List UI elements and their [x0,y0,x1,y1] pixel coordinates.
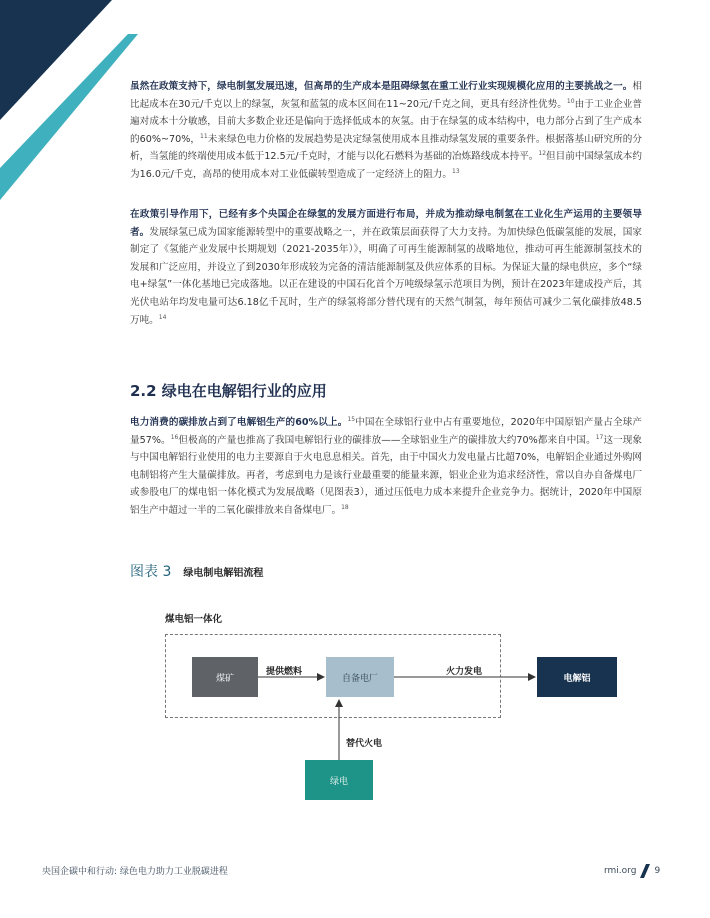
section-title: 2.2 绿电在电解铝行业的应用 [130,382,327,400]
figure-number: 图表 3 [130,564,172,580]
page-number: 9 [654,866,661,876]
footer-page-info [604,864,660,878]
node-coal-mine: 煤矿 [192,657,258,697]
paragraph-lead: 在政策引导作用下，已经有多个央国企在绿氢的发展方面进行布局，并成为推动绿电制氢在工业化生产运用的主要领导者。 [130,209,642,238]
edge-label-thermal-power: 火力发电 [446,667,483,677]
footnote-ref[interactable]: 11 [200,132,208,140]
footer-site[interactable]: rmi.org [604,866,637,876]
footnote-ref[interactable]: 13 [452,167,460,175]
edge-label-replace-thermal: 替代火电 [346,739,383,749]
paragraph-green-hydrogen-cost: 虽然在政策支持下，绿电制氢发展迅速，但高昂的生产成本是阻碍绿氢在重工业行业实现规模化应用的主要挑战之一。相比起成本在30元/千克以上的绿氢，灰氢和蓝氢的成本区间在11~20元/千克之间，更具有经济性优势。$^{10}$由于工业企业普遍对成本十分敏感，目前大多数企业还是偏向于选择低成本的灰氢。由于在绿氢的成本结构中，电力部分占到了生产成本的60%~70%，$^{11}$未来绿色电力价格的发展趋势是决定绿氢使用成本且推动绿氢发展的重要条件。根据落基山研究所的分析，当氢能的终端使用成本低于12.5元/千克时，才能与以化石燃料为基础的冶炼路线成本持平。$^{12}$但目前中国绿氢成本约为16.0元/千克，高昂的使用成本对工业低碳转型造成了一定经济上的阻力。$^{13}$ [130,81,643,180]
footnote-ref[interactable]: 14 [158,313,167,321]
footnote-ref[interactable]: 18 [341,503,349,511]
footnote-ref[interactable]: 15 [347,415,356,423]
paragraph-soe-layout: 在政策引导作用下，已经有多个央国企在绿氢的发展方面进行布局，并成为推动绿电制氢在工业化生产运用的主要领导者。发展绿氢已成为国家能源转型中的重要战略之一，并在政策层面获得了大力支持。为加快绿色低碳氢能的发展，国家制定了《氢能产业发展中长期规划（2021-2035年）》，明确了可再生能源制氢的战略地位，推动可再生能源制氢技术的发展和广泛应用，并设立了到2030年形成较为完备的清洁能源制氢及供应体系的目标。为保证大量的绿电供应，多个“绿电+绿氢”一体化基地已完成落地。以正在建设的中国石化首个万吨级绿氢示范项目为例，预计在2023年建成投产后，其光伏电站年均发电量可达6.18亿千瓦时，生产的绿氢将部分替代现有的天然气制氢，每年预估可减少二氧化碳排放48.5万吨。$^{14}$ [130,209,643,326]
slash-divider-icon [640,864,650,878]
footnote-ref[interactable]: 10 [566,97,575,105]
corner-decoration [0,0,140,240]
figure-title: 绿电制电解铝流程 [183,568,264,579]
footnote-ref[interactable]: 17 [595,433,604,441]
edge-label-fuel-supply: 提供燃料 [266,667,303,677]
footer-publication-title: 央国企碳中和行动: 绿色电力助力工业脱碳进程 [42,867,228,877]
node-green-power: 绿电 [305,760,373,800]
paragraph-lead: 虽然在政策支持下，绿电制氢发展迅速，但高昂的生产成本是阻碍绿氢在重工业行业实现规模化应用的主要挑战之一。 [130,81,633,92]
diagram-group-title: 煤电铝一体化 [165,614,223,625]
footnote-ref[interactable]: 16 [170,433,179,441]
paragraph-lead: 电力消费的碳排放占到了电解铝生产的60%以上。 [130,417,348,428]
figure-caption [130,561,263,581]
paragraph-aluminum-emissions: 电力消费的碳排放占到了电解铝生产的60%以上。$^{15}$中国在全球铝行业中占有重要地位，2020年中国原铝产量占全球产量57%。$^{16}$但极高的产量也推高了我国电解铝行业的碳排放——全球铝业生产的碳排放大约70%都来自中国。$^{17}$这一现象与中国电解铝行业使用的电力主要源自于火电息息相关。首先，由于中国火力发电量占比超70%，电解铝企业通过外购网电制铝将产生大量碳排放。再者，考虑到电力是该行业最重要的能量来源，铝业企业为追求经济性，常以自办自备煤电厂或参股电厂的煤电铝一体化模式为发展战略（见图表3），通过压低电力成本来提升企业竞争力。据统计，2020年中国原铝生产中超过一半的二氧化碳排放来自备煤电厂。$^{18}$ [130,415,643,516]
node-electrolytic-aluminum: 电解铝 [537,657,617,697]
footnote-ref[interactable]: 12 [538,150,547,158]
node-captive-power-plant: 自备电厂 [326,657,394,697]
